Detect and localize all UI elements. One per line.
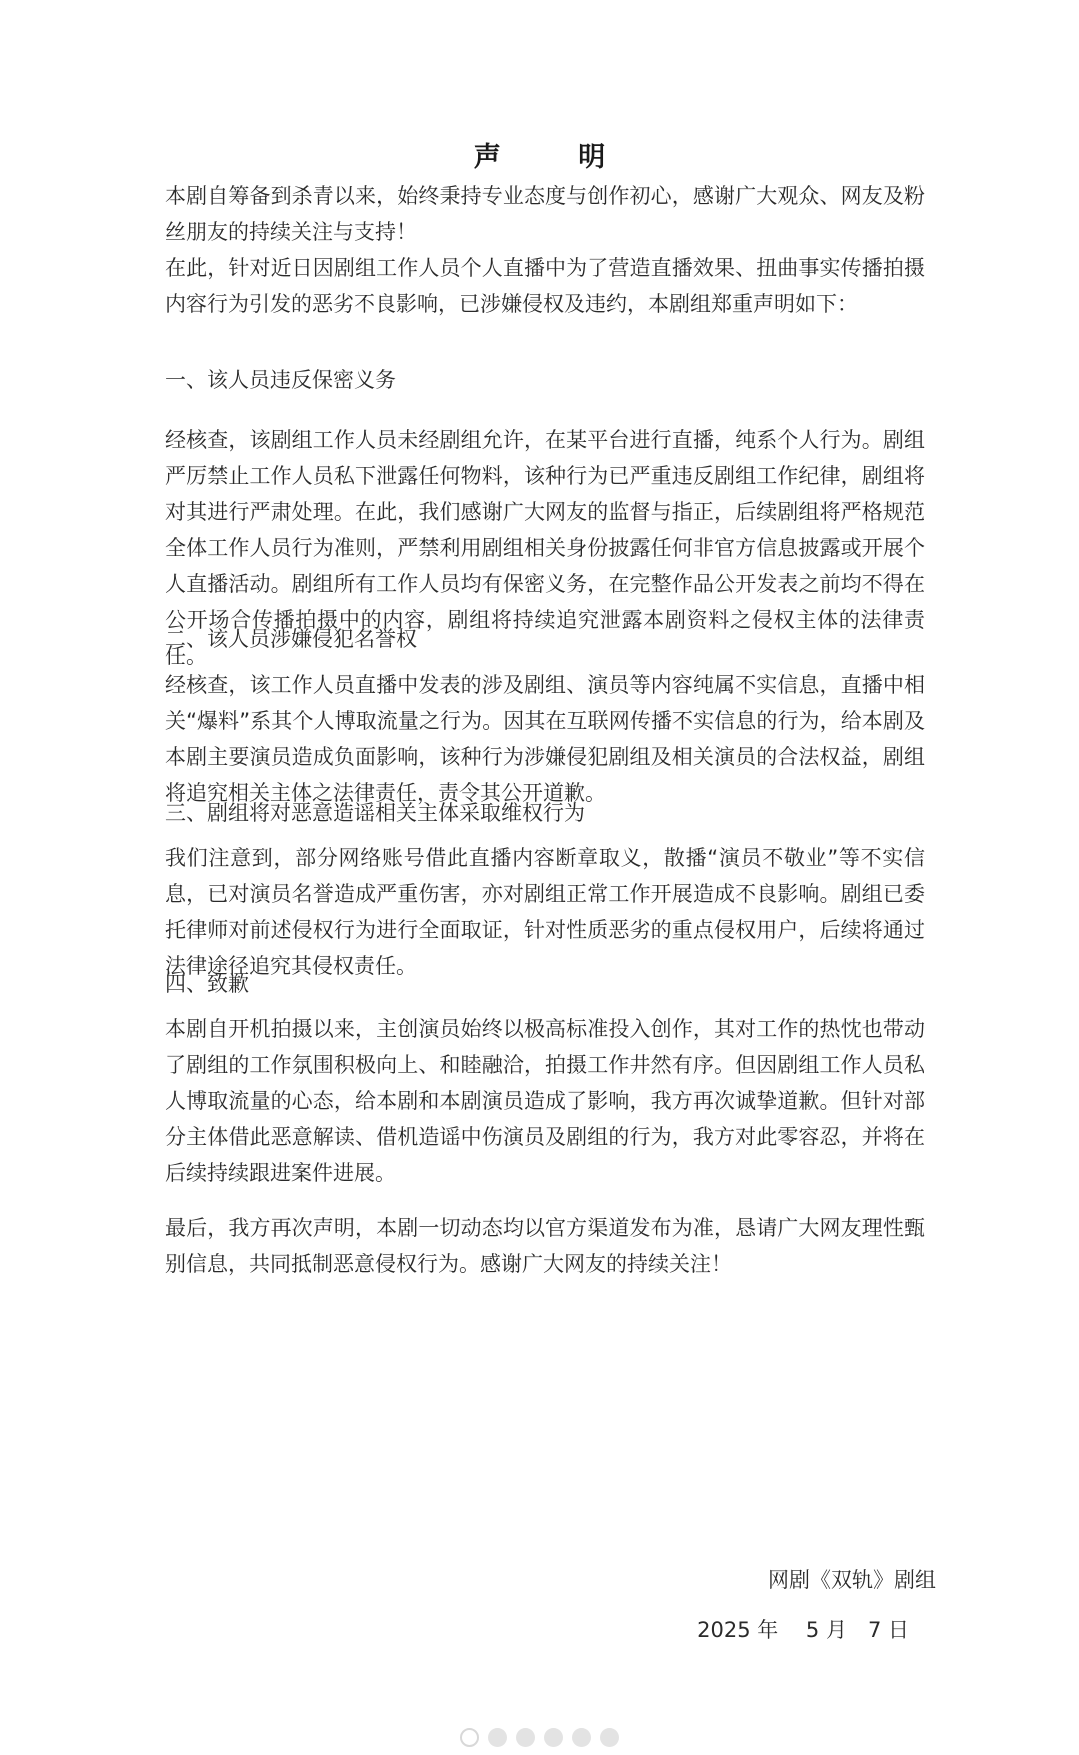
section-2-heading: 二、该人员涉嫌侵犯名誉权 [165, 627, 417, 651]
date: 2025 年 5 月 7 日 [697, 1618, 909, 1642]
pager-dot[interactable] [460, 1728, 479, 1747]
signature: 网剧《双轨》剧组 [768, 1568, 936, 1592]
pager-dot[interactable] [516, 1728, 535, 1747]
section-4-body: 本剧自开机拍摄以来，主创演员始终以极高标准投入创作，其对工作的热忱也带动了剧组的工作氛围积极向上、和睦融洽，拍摄工作井然有序。但因剧组工作人员私人博取流量的心态，给本剧和本剧演员造成了影响，我方再次诚挚道歉。但针对部分主体借此恶意解读、借机造谣中伤演员及剧组的行为，我方对此零容忍，并将在后续持续跟进案件进展。 [165, 1017, 925, 1185]
section-3-body: 我们注意到，部分网络账号借此直播内容断章取义，散播“演员不敬业”等不实信息，已对演员名誉造成严重伤害，亦对剧组正常工作开展造成不良影响。剧组已委托律师对前述侵权行为进行全面取证，针对性质恶劣的重点侵权用户，后续将通过法律途径追究其侵权责任。 [165, 846, 925, 978]
closing-paragraph: 最后，我方再次声明，本剧一切动态均以官方渠道发布为准，恳请广大网友理性甄别信息，共同抵制恶意侵权行为。感谢广大网友的持续关注！ [165, 1216, 925, 1276]
section-2-body: 经核查，该工作人员直播中发表的涉及剧组、演员等内容纯属不实信息，直播中相关“爆料”系其个人博取流量之行为。因其在互联网传播不实信息的行为，给本剧及本剧主要演员造成负面影响，该种行为涉嫌侵犯剧组及相关演员的合法权益，剧组将追究相关主体之法律责任，责令其公开道歉。 [165, 673, 925, 805]
pager-dot[interactable] [488, 1728, 507, 1747]
image-pager [0, 1728, 1079, 1747]
section-3-heading: 三、剧组将对恶意造谣相关主体采取维权行为 [165, 801, 585, 825]
section-4-heading: 四、致歉 [165, 972, 249, 996]
intro-paragraph-1: 本剧自筹备到杀青以来，始终秉持专业态度与创作初心，感谢广大观众、网友及粉丝朋友的持续关注与支持！ [165, 184, 925, 244]
document-title: 声 明 [473, 142, 640, 173]
pager-dot[interactable] [544, 1728, 563, 1747]
section-1-heading: 一、该人员违反保密义务 [165, 368, 396, 392]
section-1-body: 经核查，该剧组工作人员未经剧组允许，在某平台进行直播，纯系个人行为。剧组严厉禁止工作人员私下泄露任何物料，该种行为已严重违反剧组工作纪律，剧组将对其进行严肃处理。在此，我们感谢广大网友的监督与指正，后续剧组将严格规范全体工作人员行为准则，严禁利用剧组相关身份披露任何非官方信息披露或开展个人直播活动。剧组所有工作人员均有保密义务，在完整作品公开发表之前均不得在公开场合传播拍摄中的内容，剧组将持续追究泄露本剧资料之侵权主体的法律责任。 [165, 428, 925, 668]
intro-paragraph-2: 在此，针对近日因剧组工作人员个人直播中为了营造直播效果、扭曲事实传播拍摄内容行为引发的恶劣不良影响，已涉嫌侵权及违约，本剧组郑重声明如下： [165, 256, 925, 316]
pager-dot[interactable] [572, 1728, 591, 1747]
pager-dot[interactable] [600, 1728, 619, 1747]
